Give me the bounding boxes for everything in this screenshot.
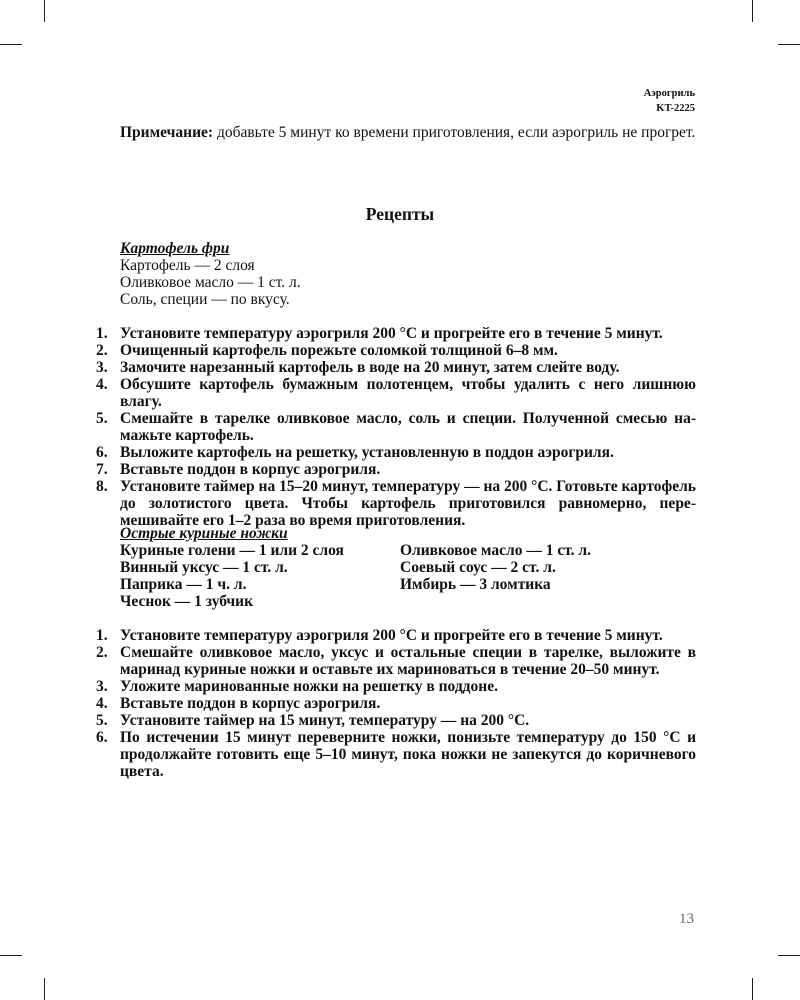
note-paragraph	[96, 124, 696, 141]
crop-mark-bottom-right	[752, 978, 753, 1000]
step-item	[96, 695, 696, 712]
ingredient-item: Оливковое масло — 1 ст. л.	[400, 542, 591, 559]
step-text: Замочите нарезанный картофель в воде на 20 минут, затем слейте воду.	[120, 359, 620, 376]
page-number: 13	[679, 911, 694, 927]
step-text: Установите таймер на 15–20 минут, температуру — на 200 °С. Готовьте картофель до золотистого цвета. Чтобы картофель приготовился равномерно, перемешивайте его 1–2 раза во время приготовления.	[120, 478, 696, 529]
step-number: 1.	[96, 627, 108, 644]
step-text: Установите температуру аэрогриля 200 °С и прогрейте его в течение 5 минут.	[120, 325, 663, 342]
step-item	[96, 644, 696, 678]
note-label: Примечание:	[120, 124, 214, 141]
recipe-chicken-title: Острые куриные ножки	[120, 525, 288, 542]
crop-mark-top-left	[44, 0, 45, 22]
step-text: Установите таймер на 15 минут, температуру — на 200 °С.	[120, 712, 530, 729]
step-number: 7.	[96, 461, 108, 478]
step-number: 1.	[96, 325, 108, 342]
ingredient-columns	[96, 542, 696, 610]
note-block	[96, 124, 696, 141]
recipe-fries-title: Картофель фри	[120, 240, 230, 257]
step-item	[96, 461, 696, 478]
ingredient-item: Соль, специи — по вкусу.	[120, 291, 290, 308]
step-item	[96, 410, 696, 444]
ingredient-column-right	[400, 542, 696, 610]
step-text: Очищенный картофель порежьте соломкой толщиной 6–8 мм.	[120, 342, 558, 359]
step-text: Смешайте в тарелке оливковое масло, соль и специи. Полученной смесью намажьте картофель.	[120, 410, 696, 444]
step-number: 6.	[96, 444, 108, 461]
step-text: По истечении 15 минут переверните ножки, понизьте температуру до 150 °С и продолжайте готовить еще 5–10 минут, пока ножки не запекутся до коричневого цвета.	[120, 729, 696, 780]
recipe-fries	[96, 240, 696, 308]
step-number: 5.	[96, 410, 108, 427]
crop-mark-bottom-left	[44, 978, 45, 1000]
step-item	[96, 444, 696, 461]
step-item	[96, 627, 696, 644]
ingredient-item: Картофель — 2 слоя	[120, 257, 255, 274]
step-item	[96, 376, 696, 410]
step-text: Смешайте оливковое масло, уксус и остальные специи в тарелке, выложите в маринад куриные ножки и оставьте их мариноваться в течение 20–50 минут.	[120, 644, 696, 678]
step-number: 4.	[96, 376, 108, 393]
ingredient-item: Чеснок — 1 зубчик	[120, 593, 254, 610]
step-text: Обсушите картофель бумажным полотенцем, чтобы удалить с него лишнюю влагу.	[120, 376, 696, 410]
step-item	[96, 359, 696, 376]
section-title: Рецепты	[365, 204, 435, 224]
recipe-chicken-steps	[96, 627, 696, 780]
crop-mark-right-bottom	[778, 955, 800, 956]
step-item	[96, 712, 696, 729]
step-number: 8.	[96, 478, 108, 495]
step-number: 2.	[96, 644, 108, 661]
recipe-chicken	[96, 525, 696, 610]
step-number: 3.	[96, 678, 108, 695]
crop-mark-left-bottom	[0, 955, 22, 956]
step-number: 3.	[96, 359, 108, 376]
ingredient-item: Соевый соус — 2 ст. л.	[400, 559, 556, 576]
step-number: 6.	[96, 729, 108, 746]
header-product: Аэрогриль	[643, 88, 695, 99]
steps-list	[96, 325, 696, 529]
step-item	[96, 729, 696, 780]
step-number: 4.	[96, 695, 108, 712]
crop-mark-right-top	[778, 44, 800, 45]
recipe-fries-steps	[96, 325, 696, 529]
running-header	[644, 86, 695, 116]
ingredient-item: Винный уксус — 1 ст. л.	[120, 559, 288, 576]
step-text: Выложите картофель на решетку, установленную в поддон аэрогриля.	[120, 444, 614, 461]
step-text: Вставьте поддон в корпус аэрогриля.	[120, 695, 381, 712]
step-number: 2.	[96, 342, 108, 359]
step-item	[96, 678, 696, 695]
step-number: 5.	[96, 712, 108, 729]
header-model: KT-2225	[656, 103, 695, 114]
step-item	[96, 478, 696, 529]
step-text: Уложите маринованные ножки на решетку в поддоне.	[120, 678, 498, 695]
step-text: Вставьте поддон в корпус аэрогриля.	[120, 461, 381, 478]
step-text: Установите температуру аэрогриля 200 °С и прогрейте его в течение 5 минут.	[120, 627, 663, 644]
note-text: добавьте 5 минут ко времени приготовления, если аэрогриль не прогрет.	[213, 124, 696, 141]
step-item	[96, 342, 696, 359]
crop-mark-left-top	[0, 44, 22, 45]
ingredient-item: Паприка — 1 ч. л.	[120, 576, 247, 593]
crop-mark-top-right	[752, 0, 753, 22]
ingredient-item: Имбирь — 3 ломтика	[400, 576, 551, 593]
step-item	[96, 325, 696, 342]
ingredient-item: Оливковое масло — 1 ст. л.	[120, 274, 301, 291]
steps-list	[96, 627, 696, 780]
ingredient-item: Куриные голени — 1 или 2 слоя	[120, 542, 344, 559]
ingredient-column-left	[120, 542, 400, 610]
